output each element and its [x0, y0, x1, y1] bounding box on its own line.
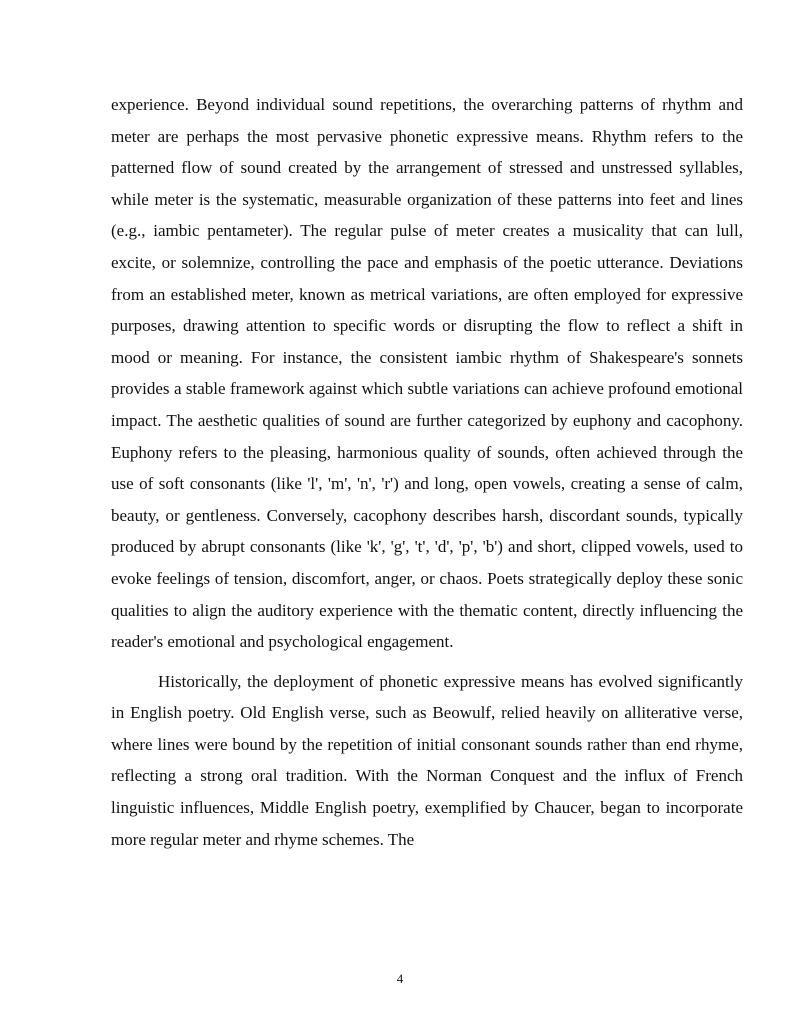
body-paragraph-continued: experience. Beyond individual sound repetitions, the overarching patterns of rhythm and meter are perhaps the most pervasive phonetic expressive means. Rhythm refers to the patterned flow of sound created by the arrangement of stressed and unstressed syllables, while meter is the systematic, measurable organization of these patterns into feet and lines (e.g., iambic pentameter). The regular pulse of meter creates a musicality that can lull, excite, or solemnize, controlling the pace and emphasis of the poetic utterance. Deviations from an established meter, known as metrical variations, are often employed for expressive purposes, drawing attention to specific words or disrupting the flow to reflect a shift in mood or meaning. For instance, the consistent iambic rhythm of Shakespeare's sonnets provides a stable framework against which subtle variations can achieve profound emotional impact. The aesthetic qualities of sound are further categorized by euphony and cacophony. Euphony refers to the pleasing, harmonious quality of sounds, often achieved through the use of soft consonants (like 'l', 'm', 'n', 'r') and long, open vowels, creating a sense of calm, beauty, or gentleness. Conversely, cacophony describes harsh, discordant sounds, typically produced by abrupt consonants (like 'k', 'g', 't', 'd', 'p', 'b') and short, clipped vowels, used to evoke feelings of tension, discomfort, anger, or chaos. Poets strategically deploy these sonic qualities to align the auditory experience with the thematic content, directly influencing the reader's emotional and psychological engagement. — [111, 95, 743, 652]
page-number: 4 — [396, 971, 404, 986]
body-paragraph: Historically, the deployment of phonetic expressive means has evolved significantly in English poetry. Old English verse, such as Beowulf, relied heavily on alliterative verse, where lines were bound by the repetition of initial consonant sounds rather than end rhyme, reflecting a strong oral tradition. With the Norman Conquest and the influx of French linguistic influences, Middle English poetry, exemplified by Chaucer, began to incorporate more regular meter and rhyme schemes. The — [111, 671, 743, 849]
document-body — [111, 89, 743, 855]
